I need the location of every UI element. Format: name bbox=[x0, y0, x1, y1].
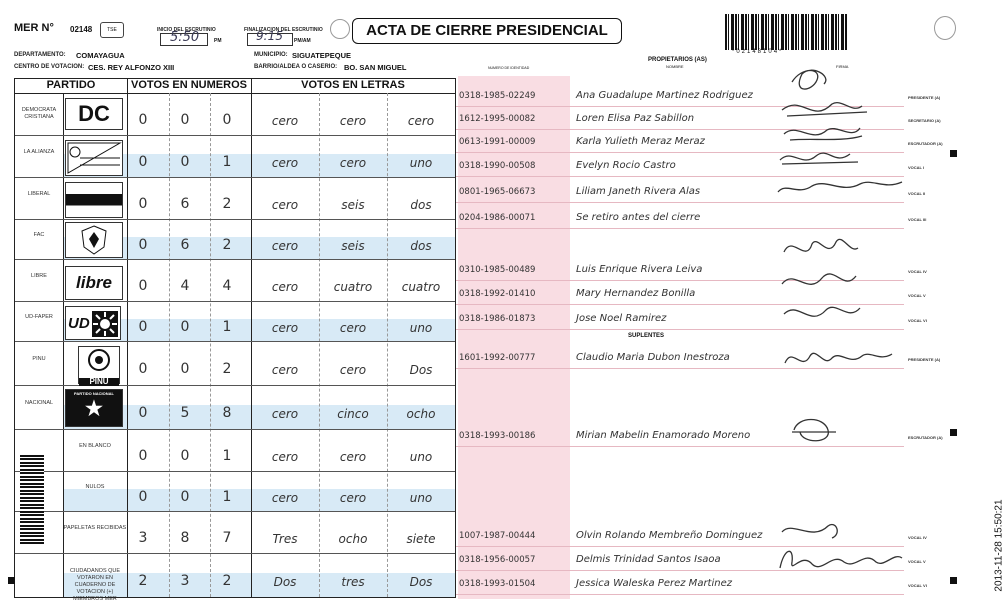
member-name: Loren Elisa Paz Sabillon bbox=[576, 113, 695, 124]
row-divider bbox=[15, 219, 455, 220]
vote-digit: 0 bbox=[180, 360, 190, 377]
member-role: VOCAL II bbox=[908, 191, 926, 196]
party-name: EN BLANCO bbox=[79, 443, 111, 449]
vote-word: dos bbox=[410, 239, 432, 253]
party-name: NULOS bbox=[85, 484, 105, 490]
vote-word: cero bbox=[339, 363, 367, 377]
party-name: UD-FAPER bbox=[25, 314, 53, 320]
registration-mark bbox=[950, 429, 957, 436]
member-name: Karla Yulieth Meraz Meraz bbox=[576, 136, 705, 147]
vote-digit: 0 bbox=[138, 195, 148, 212]
side-barcode-icon bbox=[20, 454, 44, 544]
vote-word: cero bbox=[271, 156, 299, 170]
finalizacion-label: FINALIZACION DEL ESCRUTINIO bbox=[244, 27, 323, 33]
vote-digit: 0 bbox=[222, 111, 232, 128]
col-votos-letras: VOTOS EN LETRAS bbox=[251, 79, 455, 94]
vote-word: cero bbox=[271, 491, 299, 505]
signature-suplente-1 bbox=[780, 338, 900, 378]
vote-digit: 1 bbox=[222, 319, 232, 335]
member-role: VOCAL IV bbox=[908, 269, 927, 274]
vote-word: dos bbox=[410, 198, 432, 212]
signature-suplente-2 bbox=[784, 410, 844, 450]
member-id: 0318-1986-01873 bbox=[459, 314, 536, 324]
vote-word: Dos bbox=[409, 363, 433, 377]
member-name: Claudio Maria Dubon Inestroza bbox=[576, 352, 730, 363]
registration-mark bbox=[8, 577, 15, 584]
vote-digit: 2 bbox=[222, 195, 232, 212]
nombre-label: NOMBRE bbox=[666, 64, 684, 69]
vote-digit: 0 bbox=[180, 447, 190, 464]
party-name: FAC bbox=[33, 232, 45, 238]
member-name: Mary Hernandez Bonilla bbox=[576, 288, 696, 299]
member-id: 1007-1987-00444 bbox=[459, 531, 536, 541]
side-timestamp-wrap bbox=[992, 488, 1006, 608]
vote-word: cero bbox=[271, 198, 299, 212]
departamento-label: DEPARTAMENTO: bbox=[14, 52, 66, 58]
barrio-label: BARRIO/ALDEA O CASERIO: bbox=[254, 64, 338, 70]
vote-digit: 0 bbox=[180, 111, 190, 128]
vote-digit: 0 bbox=[138, 237, 148, 253]
row-divider bbox=[15, 511, 455, 512]
vote-word: Dos bbox=[273, 575, 297, 589]
vote-digit: 4 bbox=[180, 277, 190, 294]
row-divider bbox=[15, 553, 455, 554]
vote-word: cero bbox=[407, 114, 435, 128]
vote-word: uno bbox=[409, 321, 433, 335]
row-divider bbox=[15, 471, 455, 472]
col-partido: PARTIDO bbox=[15, 79, 127, 94]
vote-word: cero bbox=[271, 450, 299, 464]
logo-nacional-text: PARTIDO NACIONAL bbox=[74, 391, 114, 396]
inicio-ampm: PM bbox=[214, 38, 222, 44]
vote-word: cero bbox=[339, 114, 367, 128]
row-divider bbox=[15, 341, 455, 342]
vote-digit: 2 bbox=[222, 360, 232, 377]
vote-digit: 4 bbox=[222, 277, 232, 294]
member-name: Olvin Rolando Membreño Dominguez bbox=[576, 530, 763, 541]
vote-word: cero bbox=[271, 321, 299, 335]
row-divider bbox=[15, 177, 455, 178]
member-id: 0318-1985-02249 bbox=[459, 91, 536, 101]
vote-digit: 6 bbox=[180, 237, 190, 253]
member-role: VOCAL VI bbox=[908, 583, 927, 588]
inicio-value: 5:50 bbox=[170, 30, 200, 45]
logo-libre: libre bbox=[65, 266, 123, 300]
member-name: Ana Guadalupe Martinez Rodriguez bbox=[576, 90, 753, 101]
centro-value: CES. REY ALFONZO XIII bbox=[88, 63, 175, 72]
member-id: 0204-1986-00071 bbox=[459, 213, 536, 223]
member-name: Delmis Trinidad Santos Isaoa bbox=[576, 554, 721, 565]
vote-digit: 0 bbox=[180, 489, 190, 505]
member-id: 0613-1991-00009 bbox=[459, 137, 536, 147]
member-id: 0310-1985-00489 bbox=[459, 265, 536, 275]
finalizacion-value: 9:15 bbox=[256, 29, 283, 43]
col-votos-numeros: VOTOS EN NUMEROS bbox=[127, 79, 251, 94]
vote-word: cero bbox=[271, 407, 299, 421]
vote-word: cero bbox=[339, 321, 367, 335]
logo-nacional bbox=[65, 389, 123, 427]
vote-word: ocho bbox=[338, 532, 368, 546]
member-role: SECRETARIO (A) bbox=[908, 118, 941, 123]
tse-logo-icon: TSE bbox=[100, 22, 124, 38]
member-role: ESCRUTADOR (A) bbox=[908, 435, 943, 440]
star-icon: ★ bbox=[85, 398, 103, 420]
vote-digit: 0 bbox=[138, 404, 148, 421]
identity-column bbox=[458, 76, 570, 599]
member-role: ESCRUTADOR (A) bbox=[908, 141, 943, 146]
vote-digit: 1 bbox=[222, 489, 232, 505]
sun-icon bbox=[92, 311, 118, 337]
vote-word: cero bbox=[271, 363, 299, 377]
vote-word: cinco bbox=[337, 407, 369, 421]
vote-digit: 0 bbox=[180, 153, 190, 170]
member-id: 0318-1993-01504 bbox=[459, 579, 536, 589]
municipio-label: MUNICIPIO: bbox=[254, 52, 288, 58]
member-id: 0318-1990-00508 bbox=[459, 161, 536, 171]
vote-word: cuatro bbox=[401, 280, 441, 294]
centro-label: CENTRO DE VOTACION: bbox=[14, 64, 85, 70]
party-name: NACIONAL bbox=[24, 400, 54, 406]
vote-word: uno bbox=[409, 491, 433, 505]
vote-digit: 1 bbox=[222, 153, 232, 170]
side-timestamp: 2013-11-28 15:50:21 bbox=[993, 499, 1005, 592]
registration-mark bbox=[950, 150, 957, 157]
member-name: Jessica Waleska Perez Martinez bbox=[576, 578, 732, 589]
vote-digit: 0 bbox=[180, 319, 190, 335]
member-role: VOCAL IV bbox=[908, 535, 927, 540]
vote-digit: 2 bbox=[222, 237, 232, 253]
barrio-value: BO. SAN MIGUEL bbox=[344, 63, 407, 72]
logo-pinu bbox=[78, 346, 120, 384]
suplentes-label: SUPLENTES bbox=[628, 333, 665, 339]
vote-digit: 0 bbox=[138, 447, 148, 464]
vote-digit: 0 bbox=[138, 153, 148, 170]
party-name: PINU bbox=[32, 356, 46, 362]
vote-word: ocho bbox=[406, 407, 436, 421]
vote-digit: 0 bbox=[138, 111, 148, 128]
vote-word: cero bbox=[271, 280, 299, 294]
vote-digit: 7 bbox=[222, 529, 232, 546]
member-role: VOCAL VI bbox=[908, 318, 927, 323]
vote-word: uno bbox=[409, 156, 433, 170]
logo-alianza-icon bbox=[65, 140, 123, 176]
vote-word: cero bbox=[339, 491, 367, 505]
vote-word: cero bbox=[271, 114, 299, 128]
member-name: Se retiro antes del cierre bbox=[576, 212, 701, 223]
vote-digit: 0 bbox=[138, 277, 148, 294]
member-id: 0801-1965-06673 bbox=[459, 187, 536, 197]
mer-number: 02148 bbox=[70, 25, 93, 34]
vote-digit: 6 bbox=[180, 195, 190, 212]
signature-line bbox=[456, 594, 904, 595]
member-id: 0318-1993-00186 bbox=[459, 431, 536, 441]
signature-suplentes-3 bbox=[772, 512, 912, 592]
party-name: CIUDADANOS QUE VOTARON EN CUADERNO DE VOTACION (+) MIEMBROS MER bbox=[69, 568, 121, 602]
vote-word: tres bbox=[341, 575, 365, 589]
vote-digit: 3 bbox=[180, 572, 190, 589]
numero-identidad-label: NUMERO DE IDENTIDAD bbox=[488, 66, 530, 70]
vote-digit: 1 bbox=[222, 447, 232, 464]
vote-digit: 8 bbox=[180, 529, 190, 546]
party-name: LIBRE bbox=[31, 273, 47, 279]
vote-digit: 3 bbox=[138, 529, 148, 546]
member-id: 0318-1992-01410 bbox=[459, 289, 536, 299]
vote-digit: 0 bbox=[138, 319, 148, 335]
member-name: Jose Noel Ramirez bbox=[576, 313, 667, 324]
vote-word: cero bbox=[339, 156, 367, 170]
logo-fac-icon bbox=[65, 222, 123, 258]
round-mark-icon bbox=[934, 16, 956, 40]
departamento-value: COMAYAGUA bbox=[76, 51, 125, 60]
member-name: Liliam Janeth Rivera Alas bbox=[576, 186, 701, 197]
party-name: PAPELETAS RECIBIDAS bbox=[63, 525, 127, 531]
vote-word: uno bbox=[409, 450, 433, 464]
row-divider bbox=[15, 135, 455, 136]
member-id: 1601-1992-00777 bbox=[459, 353, 536, 363]
vote-word: Tres bbox=[272, 532, 298, 546]
barcode-text: *02148104* bbox=[732, 49, 784, 55]
member-id: 1612-1995-00082 bbox=[459, 114, 536, 124]
logo-ud bbox=[65, 306, 121, 340]
member-role: VOCAL V bbox=[908, 293, 926, 298]
vote-digit: 8 bbox=[222, 404, 232, 421]
logo-dc: DC bbox=[65, 98, 123, 130]
vote-word: seis bbox=[341, 198, 365, 212]
party-name: LA ALIANZA bbox=[23, 149, 55, 155]
member-id: 0318-1956-00057 bbox=[459, 555, 536, 565]
row-divider bbox=[15, 301, 455, 302]
member-name: Evelyn Rocio Castro bbox=[576, 160, 676, 171]
member-role: VOCAL I bbox=[908, 165, 925, 170]
party-name: DEMOCRATA CRISTIANA bbox=[21, 107, 57, 120]
logo-liberal-icon bbox=[65, 182, 123, 218]
barcode-icon bbox=[725, 14, 847, 50]
vote-word: Dos bbox=[409, 575, 433, 589]
vote-word: cero bbox=[271, 239, 299, 253]
logo-ud-text: UD bbox=[68, 315, 90, 332]
vote-digit: 0 bbox=[138, 360, 148, 377]
member-role: PRESIDENTE (A) bbox=[908, 95, 941, 100]
mer-label: MER N° bbox=[14, 22, 54, 34]
page-title: ACTA DE CIERRE PRESIDENCIAL bbox=[352, 18, 622, 44]
member-role: PRESIDENTE (A) bbox=[908, 357, 941, 362]
member-name: Luis Enrique Rivera Leiva bbox=[576, 264, 703, 275]
vote-word: cuatro bbox=[333, 280, 373, 294]
municipio-value: SIGUATEPEQUE bbox=[292, 51, 352, 60]
logo-pinu-text: PINU bbox=[79, 378, 119, 386]
member-name: Mirian Mabelin Enamorado Moreno bbox=[576, 430, 751, 441]
vote-word: seis bbox=[341, 239, 365, 253]
member-role: VOCAL III bbox=[908, 217, 927, 222]
propietarios-label: PROPIETARIOS (AS) bbox=[648, 57, 707, 63]
finalizacion-ampm: PM/AM bbox=[294, 38, 311, 44]
vote-digit: 0 bbox=[138, 489, 148, 505]
vote-digit: 2 bbox=[138, 572, 148, 589]
row-divider bbox=[15, 429, 455, 430]
row-divider bbox=[15, 259, 455, 260]
pinu-emblem-icon bbox=[79, 347, 119, 373]
vote-word: siete bbox=[406, 532, 436, 546]
member-role: VOCAL V bbox=[908, 559, 926, 564]
registration-mark bbox=[950, 577, 957, 584]
circle-mark-icon bbox=[330, 19, 350, 39]
inicio-label: INICIO DEL ESCRUTINIO bbox=[157, 27, 216, 33]
vote-digit: 2 bbox=[222, 572, 232, 589]
vote-word: cero bbox=[339, 450, 367, 464]
party-name: LIBERAL bbox=[27, 191, 51, 197]
firma-label: FIRMA bbox=[836, 64, 849, 69]
vote-digit: 5 bbox=[180, 404, 190, 421]
